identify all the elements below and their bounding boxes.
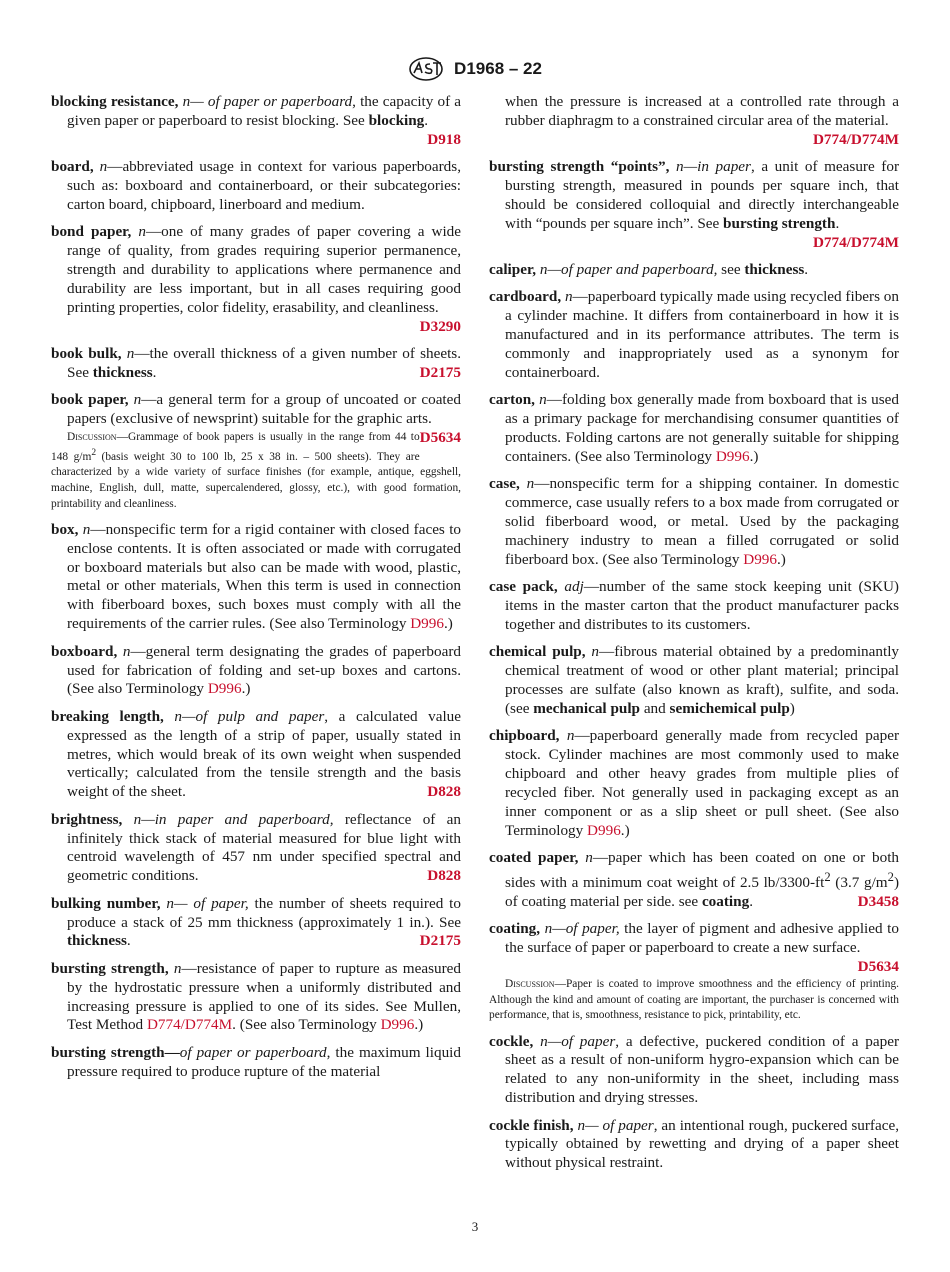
- term-entry: caliper, n—of paper and paperboard, see thickness.: [489, 261, 809, 279]
- term-entry: book paper, n—a general term for a group of uncoated or coated papers (exclusive of newsprint) suitable for the graphic arts. D5634 Discussion—Grammage of book papers is usually in the range from 44 to 148 $g/m^2$ (basis weight 30 to 100 lb, 25 x 38 in. – 500 sheets). They are characterized by a wide variety of surface finishes (for example, antique, eggshell, machine, English, dull, matte, supercalendered, glossy, etc.), with good formation, printability and cleanliness.: [51, 391, 461, 512]
- astm-logo-icon: [408, 57, 444, 81]
- term-entry: cardboard, n—paperboard typically made using recycled fibers on a cylinder machine. It differs from containerboard in how it is manufactured and in its performance attributes. The term is commonly and inappropriately used as a synonym for containerboard.: [489, 288, 899, 381]
- term-entry-continuation: when the pressure is increased at a controlled rate through a rubber diaphragm to a constrained circular area of the material. D774/D774M: [505, 93, 899, 148]
- reference-link[interactable]: D996: [587, 821, 621, 839]
- reference-link[interactable]: D5634: [419, 429, 461, 447]
- reference-link[interactable]: D774/D774M: [812, 233, 899, 251]
- reference-link[interactable]: D996: [743, 550, 777, 568]
- term-entry: chemical pulp, n—fibrous material obtained by a predominantly chemical treatment of wood or other plant material; principal processes are sulfate (also known as kraft), sulfite, and soda. (see mechanical pulp and semichemical pulp): [489, 643, 900, 718]
- reference-link[interactable]: D3290: [419, 317, 461, 335]
- reference-link[interactable]: D2175: [419, 932, 461, 950]
- term-entry: bulking number, n— of paper, the number of sheets required to produce a stack of 25 mm thickness (approximately 1 in.). See thickness. D2175: [51, 894, 461, 950]
- term-entry: chipboard, n—paperboard generally made from recycled paper stock. Cylinder machines are most commonly used to make chipboard and other heavy grades from multiple plies of recycled fiber. Not generally used in packaging except as an inner component or as a slip sheet or pull sheet. (See also Terminology D996.): [489, 727, 900, 839]
- term-entry: carton, n—folding box generally made from boxboard that is used as a primary package for merchandising consumer quantities of products. Folding cartons are not generally suitable for shipping containers. (See also Terminology D996.): [489, 391, 900, 465]
- term-entry: case, n—nonspecific term for a shipping container. In domestic commerce, case usually refers to a box made from corrugated or solid fiberboard wood, or metal. Used by the packaging machinery industry to mean a filled corrugated or solid fiberboard box. (See also Terminology D996.): [489, 475, 899, 568]
- term-entry: cockle, n—of paper, a defective, puckered condition of a paper sheet as a result of non-uniform hygro-expansion which can be related to any non-uniformity in the sheet, including mass distribution and drying stresses.: [489, 1032, 900, 1107]
- reference-link[interactable]: D996: [410, 615, 444, 633]
- reference-link[interactable]: D996: [715, 447, 750, 465]
- term-entry: coating, n—of paper, the layer of pigment and adhesive applied to the surface of paper or paperboard to create a new surface. D5634 Discussion—Paper is coated to improve smoothness and the efficiency of printing. Although the kind and amount of coating are important, the purchaser is concerned with performance, that is, smoothness, resistance to pick, printability, etc.: [489, 920, 899, 1024]
- page-header: [0, 57, 950, 81]
- reference-link[interactable]: D918: [427, 130, 461, 148]
- term-entry: bursting strength, n—resistance of paper to rupture as measured by the hydrostatic pressure when a uniformly distributed and increasing pressure is applied to one of its sides. See Mullen, Test Method D774/D774M. (See also Terminology D996.): [51, 959, 461, 1034]
- reference-link[interactable]: D2175: [419, 363, 461, 381]
- term-entry: brightness, n—in paper and paperboard, reflectance of an infinitely thick stack of material measured for blue light with centroid wavelength of 457 nm under specified spectral and geometric conditions. D828: [51, 810, 461, 885]
- term-entry: cockle finish, n— of paper, an intentional rough, puckered surface, typically obtained by rewetting and drying of a paper sheet without physical restraint.: [489, 1116, 899, 1172]
- discussion-note: Discussion—Paper is coated to improve smoothness and the efficiency of printing. Although the kind and amount of coating are important, the purchaser is concerned with performance, that is, smoothness, resistance to pick, printability, etc.: [489, 978, 899, 1022]
- left-column: [51, 93, 461, 1090]
- page-number: 3: [471, 1219, 479, 1234]
- term-entry: box, n—nonspecific term for a rigid container with closed faces to enclose contents. It is often associated or made with corrugated or boxboard materials but also can be made with wood, plastic, metal or other materials, When this term is used in connection with fiberboard boxes, such boxes must comply with all the requirements of the carrier rules. (See also Terminology D996.): [51, 520, 462, 633]
- reference-link[interactable]: D5634: [857, 958, 899, 976]
- reference-link[interactable]: D774/D774M: [812, 130, 899, 148]
- term-entry: case pack, adj—number of the same stock keeping unit (SKU) items in the master carton that the product manufacturer packs together and distributes to its customers.: [489, 578, 899, 633]
- term-entry: breaking length, n—of pulp and paper, a calculated value expressed as the length of a strip of paper, usually stated in metres, which would break of its own weight when suspended vertically; calculated from the tensile strength and the basis weight of the sheet. D828: [51, 707, 462, 801]
- reference-link[interactable]: D3458: [857, 893, 899, 911]
- term-entry: coated paper, n—paper which has been coated on one or both sides with a minimum coat weight of 2.5 $lb/3300-ft^2$ (3.7 $g/m^2$) of coating material per side. see coating. D3458: [489, 849, 900, 911]
- term-entry: bursting strength—of paper or paperboard, the maximum liquid pressure required to produce rupture of the material: [51, 1043, 461, 1080]
- term-entry: bursting strength “points”, n—in paper, a unit of measure for bursting strength, measured in pounds per square inch, that should be considered colloquial and directly interchangeable with “pounds per square inch”. See bursting strength. D774/D774M: [489, 158, 900, 251]
- reference-link[interactable]: D996: [380, 1016, 415, 1034]
- term-entry: boxboard, n—general term designating the grades of paperboard used for fabrication of folding and set-up boxes and cartons. (See also Terminology D996.): [51, 642, 461, 698]
- term-entry: book bulk, n—the overall thickness of a given number of sheets. See thickness. D2175: [51, 345, 462, 381]
- reference-link[interactable]: D828: [427, 867, 461, 885]
- reference-link[interactable]: D996: [207, 680, 242, 698]
- right-column: [489, 93, 899, 1182]
- term-entry: blocking resistance, n— of paper or paperboard, the capacity of a given paper or paperboard to resist blocking. See blocking. D918: [51, 93, 462, 148]
- reference-link[interactable]: D828: [427, 783, 461, 801]
- standard-designation: D1968 – 22: [454, 59, 542, 78]
- discussion-note: Discussion—Grammage of book papers is usually in the range from 44 to 148 $g/m^2$ (basis weight 30 to 100 lb, 25 x 38 in. – 500 sheets). They are characterized by a wide variety of surface finishes (for example, antique, eggshell, machine, English, dull, matte, supercalendered, glossy, etc.), with good formation, printability and cleanliness.: [51, 431, 461, 510]
- reference-link[interactable]: D774/D774M: [146, 1016, 233, 1034]
- term-entry: board, n—abbreviated usage in context for various paperboards, such as: boxboard and containerboard, or their subcategories: carton board, chipboard, linerboard and medium.: [51, 158, 461, 213]
- term-entry: bond paper, n—one of many grades of paper covering a wide range of quality, from grades requiring superior permanence, strength and durability to applications where permanence and durability are less important, but in all cases requiring good printing properties, color fidelity, erasability, and cleanliness. D3290: [51, 223, 462, 335]
